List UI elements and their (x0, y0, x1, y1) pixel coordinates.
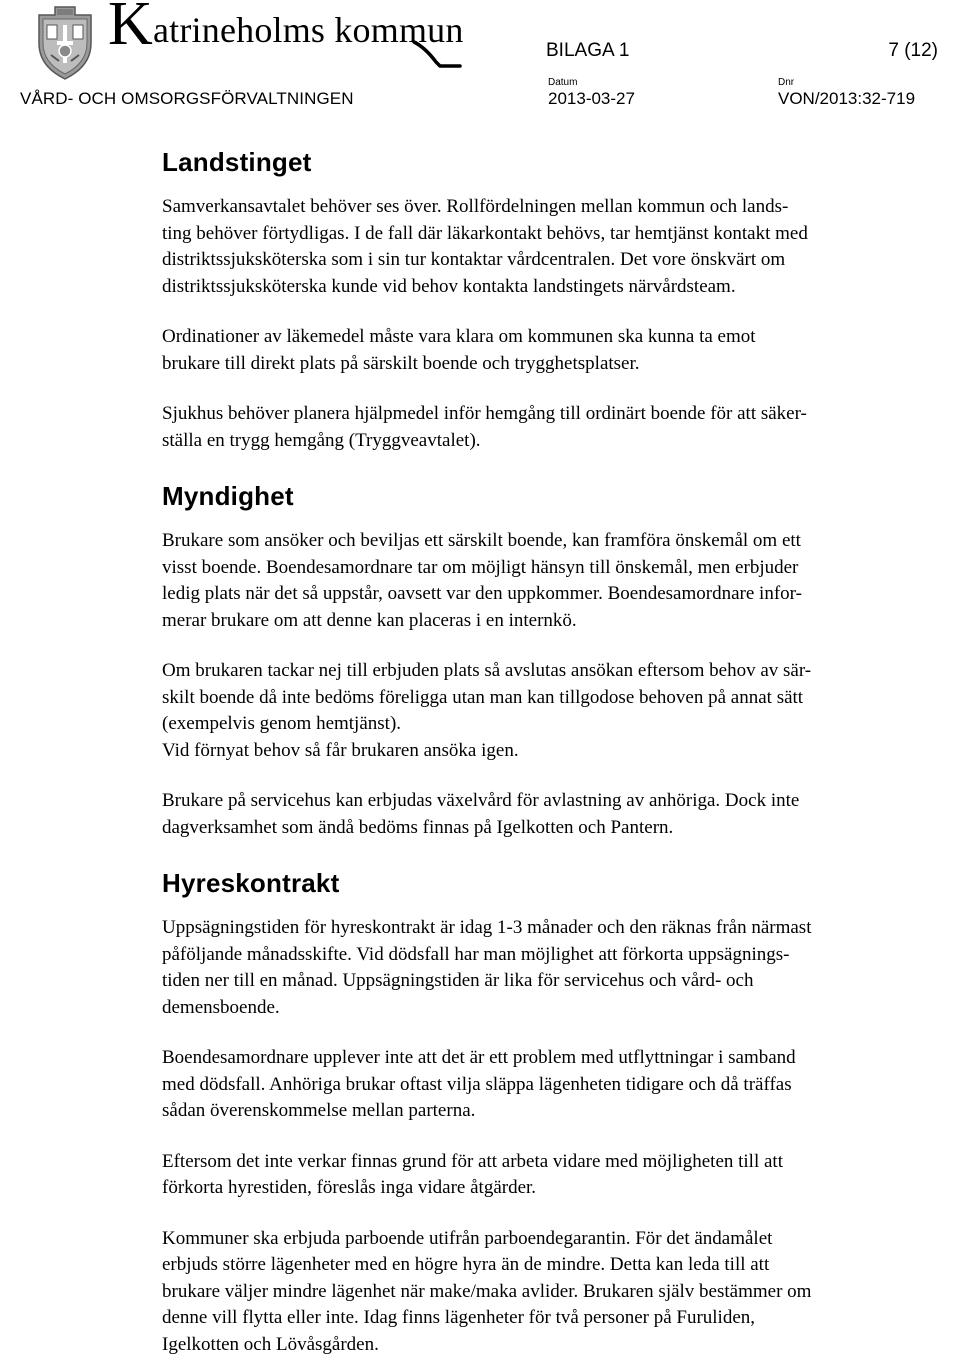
text-line: Ordinationer av läkemedel måste vara klara om kommunen ska kunna ta emot (162, 326, 756, 347)
text-line: Vid förnyat behov så får brukaren ansöka igen. (162, 739, 519, 761)
text-line: merar brukare om att denne kan placeras i en internkö. (162, 609, 577, 631)
text-line: Igelkotten och Lövåsgården. (162, 1333, 379, 1355)
document-body (162, 146, 947, 1358)
text-line: visst boende. Boendesamordnare tar om möjligt hänsyn till önskemål, men erbjuder (162, 556, 799, 578)
text-line: Brukare på servicehus kan erbjudas växelvård för avlastning av anhöriga. Dock inte (162, 790, 800, 811)
text-line: med dödsfall. Anhöriga brukar oftast vilja släppa lägenheten tidigare och då träffas (162, 1073, 792, 1095)
text-line: Boendesamordnare upplever inte att det är ett problem med utflyttningar i samband (162, 1047, 796, 1068)
text-line: tiden ner till en månad. Uppsägningstiden är lika för servicehus och vård- och (162, 970, 754, 991)
organization-name (108, 0, 464, 58)
paragraph (162, 401, 947, 454)
text-line: Sjukhus behöver planera hjälpmedel inför hemgång till ordinärt boende för att säker- (162, 403, 807, 424)
text-line: Om brukaren tackar nej till erbjuden plats så avslutas ansökan eftersom behov av sär- (162, 660, 812, 681)
paragraph (162, 1226, 947, 1359)
text-line: skilt boende då inte bedöms föreligga utan man kan tillgodose behoven på annat sätt (162, 686, 804, 708)
section-heading-landstinget: Landstinget (162, 147, 312, 177)
paragraph (162, 788, 947, 841)
text-line: dagverksamhet som ändå bedöms finnas på Igelkotten och Pantern. (162, 816, 674, 838)
paragraph (162, 915, 947, 1021)
text-line: Uppsägningstiden för hyreskontrakt är idag 1-3 månader och den räknas från närmast (162, 917, 812, 938)
text-line: påföljande månadsskifte. Vid dödsfall har man möjlighet att förkorta uppsägnings- (162, 943, 790, 965)
text-line: ställa en trygg hemgång (Tryggveavtalet). (162, 429, 481, 451)
text-line: demensboende. (162, 996, 280, 1018)
attachment-label: BILAGA 1 (546, 40, 630, 61)
page-number: 7 (12) (888, 40, 938, 61)
text-line: brukare till direkt plats på särskilt boende och trygghetsplatser. (162, 352, 640, 374)
text-line: Eftersom det inte verkar finnas grund för att arbeta vidare med möjligheten till att (162, 1150, 783, 1172)
paragraph (162, 1045, 947, 1125)
text-line: Samverkansavtalet behöver ses över. Rollfördelningen mellan kommun och lands- (162, 196, 789, 217)
text-line: erbjuds större lägenheter med en högre hyra än de mindre. Detta kan leda till att (162, 1254, 770, 1275)
paragraph (162, 658, 947, 764)
text-line: distriktssjuksköterska som i sin tur kontaktar vårdcentralen. Det vore önskvärt om (162, 249, 786, 270)
organization-name-initial: K (108, 0, 153, 58)
organization-name-rest: atrineholms kommun (152, 10, 464, 50)
text-line: sådan överenskommelse mellan parterna. (162, 1100, 476, 1121)
text-line: Brukare som ansöker och beviljas ett särskilt boende, kan framföra önskemål om ett (162, 530, 801, 551)
section-heading-myndighet: Myndighet (162, 481, 294, 511)
dnr-value: VON/2013:32-719 (778, 89, 916, 108)
dnr-label: Dnr (778, 77, 795, 88)
logo-swoosh-icon (412, 40, 462, 68)
date-label: Datum (548, 77, 578, 88)
paragraph (162, 528, 947, 634)
text-line: brukare väljer mindre lägenhet när make/maka avlider. Brukaren själv bestämmer om (162, 1280, 812, 1302)
paragraph (162, 194, 947, 300)
paragraph (162, 324, 947, 377)
date-value: 2013-03-27 (548, 89, 635, 108)
text-line: ting behöver förtydligas. I de fall där läkarkontakt behövs, tar hemtjänst kontakt med (162, 222, 808, 244)
text-line: Kommuner ska erbjuda parboende utifrån parboendegarantin. För det ändamålet (162, 1227, 773, 1249)
text-line: distriktssjuksköterska kunde vid behov kontakta landstingets närvårdsteam. (162, 275, 736, 297)
municipal-crest-icon (33, 3, 97, 81)
text-line: förkorta hyrestiden, föreslås inga vidare åtgärder. (162, 1177, 537, 1198)
administration-name: VÅRD- OCH OMSORGSFÖRVALTNINGEN (20, 89, 354, 108)
paragraph (162, 1149, 947, 1202)
text-line: denne vill flytta eller inte. Idag finns lägenheter för två personer på Furuliden, (162, 1307, 756, 1328)
section-heading-hyreskontrakt: Hyreskontrakt (162, 868, 340, 898)
text-line: ledig plats när det så uppstår, oavsett var den uppkommer. Boendesamordnare infor- (162, 583, 802, 604)
text-line: (exempelvis genom hemtjänst). (162, 713, 402, 734)
